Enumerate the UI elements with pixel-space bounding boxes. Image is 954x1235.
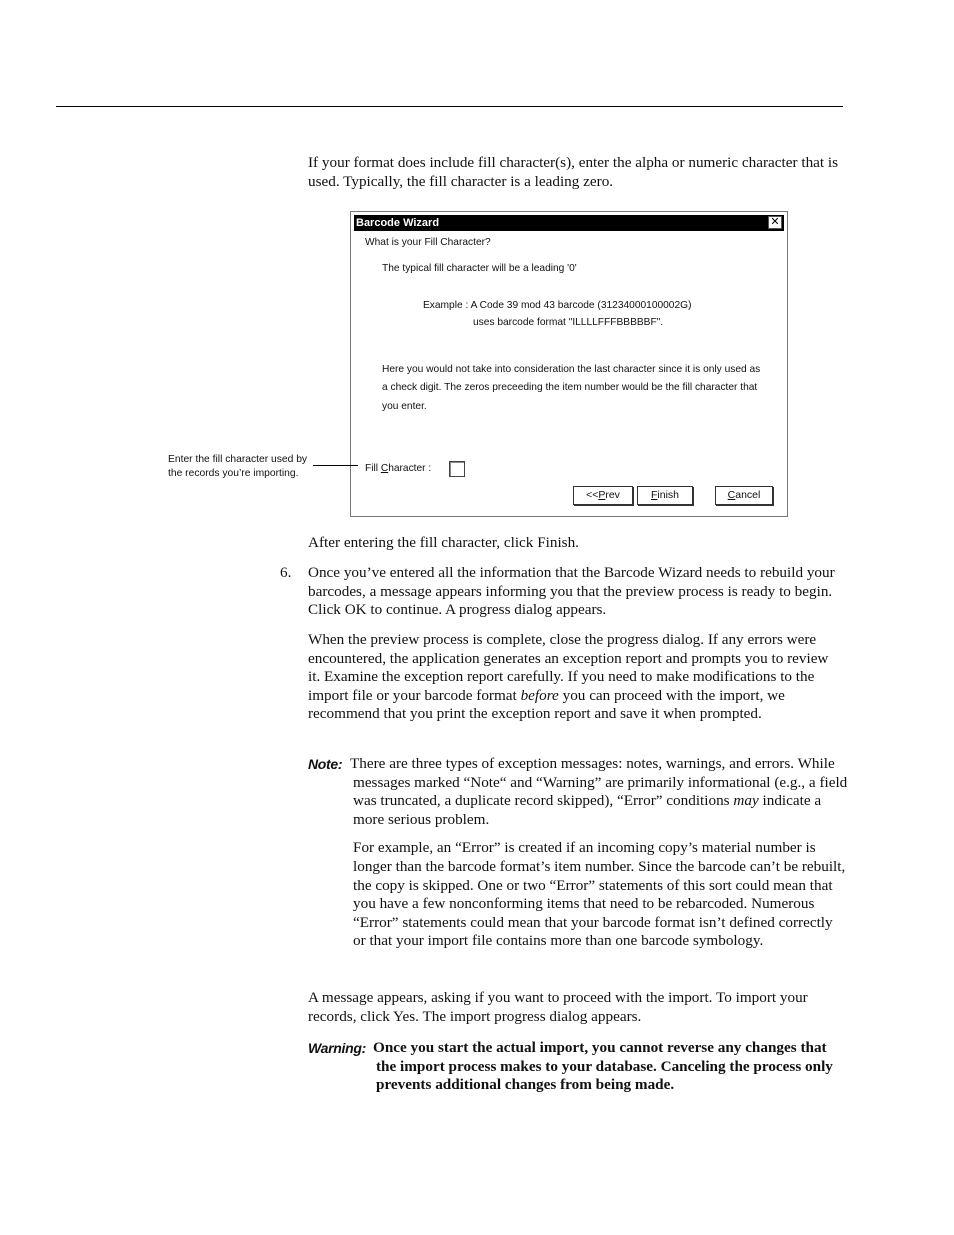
note-paragraph-1: There are three types of exception messages: notes, warnings, and errors. While messages marked “Note“ and “Warning” are primarily informational (e.g., a field was truncated, a duplicate record skipped), “Error” conditions may indicate a more serious problem. bbox=[350, 755, 848, 828]
callout-leader-line bbox=[313, 465, 358, 466]
after-dialog-paragraph: After entering the fill character, click Finish. bbox=[308, 534, 579, 551]
explain-line-3: you enter. bbox=[382, 401, 427, 412]
preview-paragraph: When the preview process is complete, close the progress dialog. If any errors were encountered, the application generates an exception report and prompts you to review it. Examine the exception report carefully. If you need to make modifications to the import file or your barcode format before you can proceed with the import, we recommend that you print the exception report and save it when prompted. bbox=[308, 631, 829, 723]
warning-label: Warning: bbox=[308, 1040, 367, 1056]
cancel-button[interactable]: Cancel bbox=[715, 486, 773, 505]
note-block bbox=[308, 755, 848, 951]
warning-block bbox=[308, 1039, 848, 1095]
warning-text: Once you start the actual import, you cannot reverse any changes that the import process makes to your database. Canceling the process only prevents additional changes from being made. bbox=[373, 1039, 833, 1094]
step6-paragraph: Once you’ve entered all the information that the Barcode Wizard needs to rebuild your barcodes, a message appears informing you that the preview process is ready to begin. Click OK to continue. A progress dialog appears. bbox=[308, 564, 835, 619]
finish-button[interactable]: Finish bbox=[637, 486, 693, 505]
explain-line-2: a check digit. The zeros preceeding the item number would be the fill character that bbox=[382, 382, 758, 393]
fill-character-callout: Enter the fill character used by the records you’re importing. bbox=[168, 454, 308, 479]
note-label: Note: bbox=[308, 756, 343, 772]
fill-character-label: Fill Character : bbox=[365, 463, 432, 474]
close-icon: ✕ bbox=[770, 216, 780, 228]
dialog-titlebar bbox=[354, 215, 784, 231]
example-line-1: Example : A Code 39 mod 43 barcode (31234000100002G) bbox=[423, 300, 692, 311]
fill-character-input[interactable] bbox=[449, 461, 465, 477]
header-rule bbox=[56, 106, 843, 107]
close-button[interactable] bbox=[768, 216, 782, 229]
note-paragraph-2: For example, an “Error” is created if an incoming copy’s material number is longer than the barcode format’s item number. Since the barcode can’t be rebuilt, the copy is skipped. One or two “Error” statements of this sort could mean that you have a few nonconforming items that need to be rebarcoded. Numerous “Error” statements could mean that your barcode format isn’t defined correctly or that your import file contains more than one barcode symbology. bbox=[353, 839, 846, 950]
typical-fill-text: The typical fill character will be a leading '0' bbox=[382, 263, 577, 274]
prev-button[interactable]: <<Prev bbox=[573, 486, 633, 505]
barcode-wizard-dialog bbox=[350, 211, 788, 517]
dialog-title: Barcode Wizard bbox=[356, 217, 440, 229]
fill-question: What is your Fill Character? bbox=[365, 237, 491, 248]
example-line-2: uses barcode format "ILLLLFFFBBBBBF". bbox=[473, 317, 664, 328]
import-paragraph: A message appears, asking if you want to proceed with the import. To import your records, click Yes. The import progress dialog appears. bbox=[308, 989, 808, 1025]
explain-line-1: Here you would not take into consideration the last character since it is only used as bbox=[382, 364, 761, 375]
intro-paragraph: If your format does include fill character(s), enter the alpha or numeric character that is used. Typically, the fill character is a leading zero. bbox=[308, 154, 839, 190]
step-number: 6. bbox=[280, 564, 292, 581]
